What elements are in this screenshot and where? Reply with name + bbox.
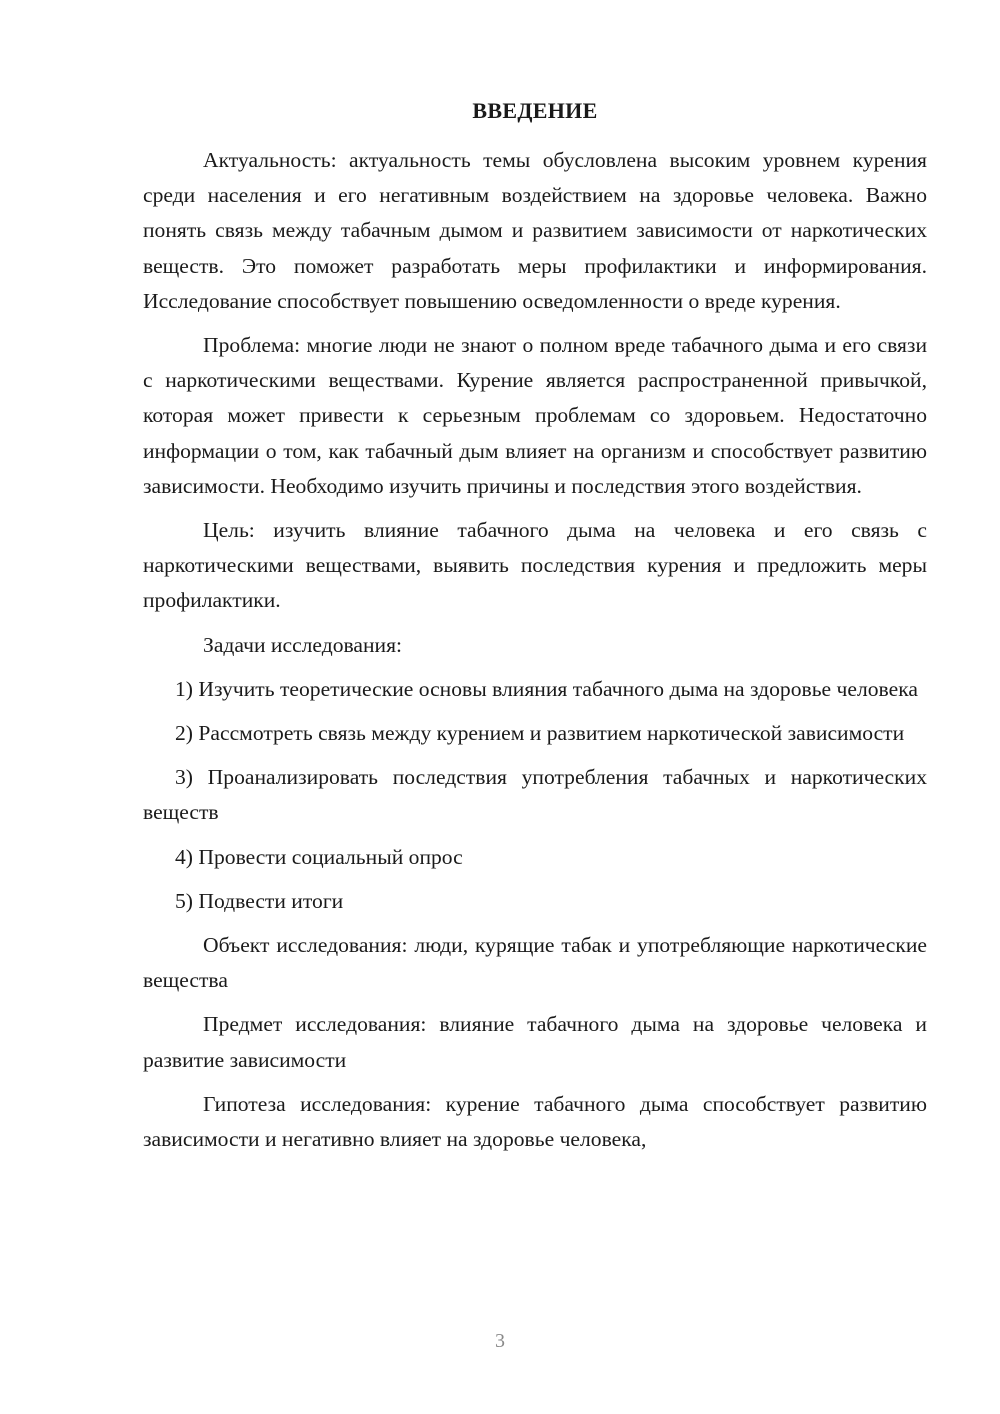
paragraph-object: Объект исследования: люди, курящие табак и употребляющие наркотические вещества bbox=[143, 933, 927, 993]
paragraph-subject: Предмет исследования: влияние табачного дыма на здоровье человека и развитие зависимости bbox=[143, 1012, 927, 1072]
page-number: 3 bbox=[495, 1330, 505, 1352]
task-item: 5) Подвести итоги bbox=[175, 888, 344, 913]
task-item: 1) Изучить теоретические основы влияния табачного дыма на здоровье человека bbox=[175, 676, 918, 701]
page-content bbox=[143, 95, 927, 1166]
task-item: 3) Проанализировать последствия употребления табачных и наркотических веществ bbox=[143, 765, 927, 825]
task-item: 4) Провести социальный опрос bbox=[175, 844, 463, 869]
tasks-heading: Задачи исследования: bbox=[203, 632, 403, 657]
paragraph-relevance: Актуальность: актуальность темы обусловлена высоким уровнем курения среди населения и его негативным воздействием на здоровье человека. Важно понять связь между табачным дымом и развитием зависимости от наркотических веществ. Это поможет разработать меры профилактики и информирования. Исследование способствует повышению осведомленности о вреде курения. bbox=[143, 148, 927, 313]
paragraph-goal: Цель: изучить влияние табачного дыма на человека и его связь с наркотическими веществами, выявить последствия курения и предложить меры профилактики. bbox=[143, 518, 927, 613]
paragraph-hypothesis: Гипотеза исследования: курение табачного дыма способствует развитию зависимости и негативно влияет на здоровье человека, bbox=[143, 1091, 927, 1152]
task-item: 2) Рассмотреть связь между курением и развитием наркотической зависимости bbox=[175, 721, 905, 746]
page-title: ВВЕДЕНИЕ bbox=[472, 98, 598, 123]
paragraph-problem: Проблема: многие люди не знают о полном вреде табачного дыма и его связи с наркотическими веществами. Курение является распространенной привычкой, которая может привести к серьезным проблемам со здоровьем. Недостаточно информации о том, как табачный дым влияет на организм и способствует развитию зависимости. Необходимо изучить причины и последствия этого воздействия. bbox=[143, 333, 927, 498]
